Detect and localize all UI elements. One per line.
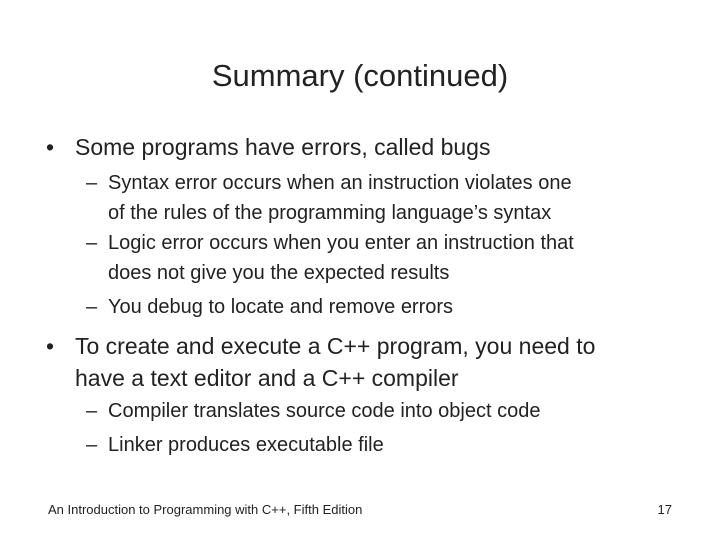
sub-bullet-mark: – [86,400,98,422]
footer-page-number: 17 [657,502,672,517]
sub-bullet-mark: – [86,172,98,194]
bullet-text: have a text editor and a C++ compiler [75,365,459,391]
sub-bullet-mark: – [86,296,98,318]
bullet-mark: • [46,333,55,359]
sub-bullet-text: Linker produces executable file [108,434,384,456]
footer-book-title: An Introduction to Programming with C++, Fifth Edition [48,502,363,517]
sub-bullet-mark: – [86,232,98,254]
bullet-text: Some programs have errors, called bugs [75,134,491,160]
sub-bullet-text: You debug to locate and remove errors [108,296,454,318]
bullet-text: To create and execute a C++ program, you need to [75,333,596,359]
sub-bullet-text: Syntax error occurs when an instruction violates one [108,172,572,194]
sub-bullet-text: of the rules of the programming language’s syntax [108,202,552,224]
sub-bullet-mark: – [86,434,98,456]
sub-bullet-text: does not give you the expected results [108,262,450,284]
slide-title: Summary (continued) [211,58,509,93]
sub-bullet-text: Logic error occurs when you enter an instruction that [108,232,574,254]
bullet-mark: • [46,134,55,160]
sub-bullet-text: Compiler translates source code into object code [108,400,541,422]
